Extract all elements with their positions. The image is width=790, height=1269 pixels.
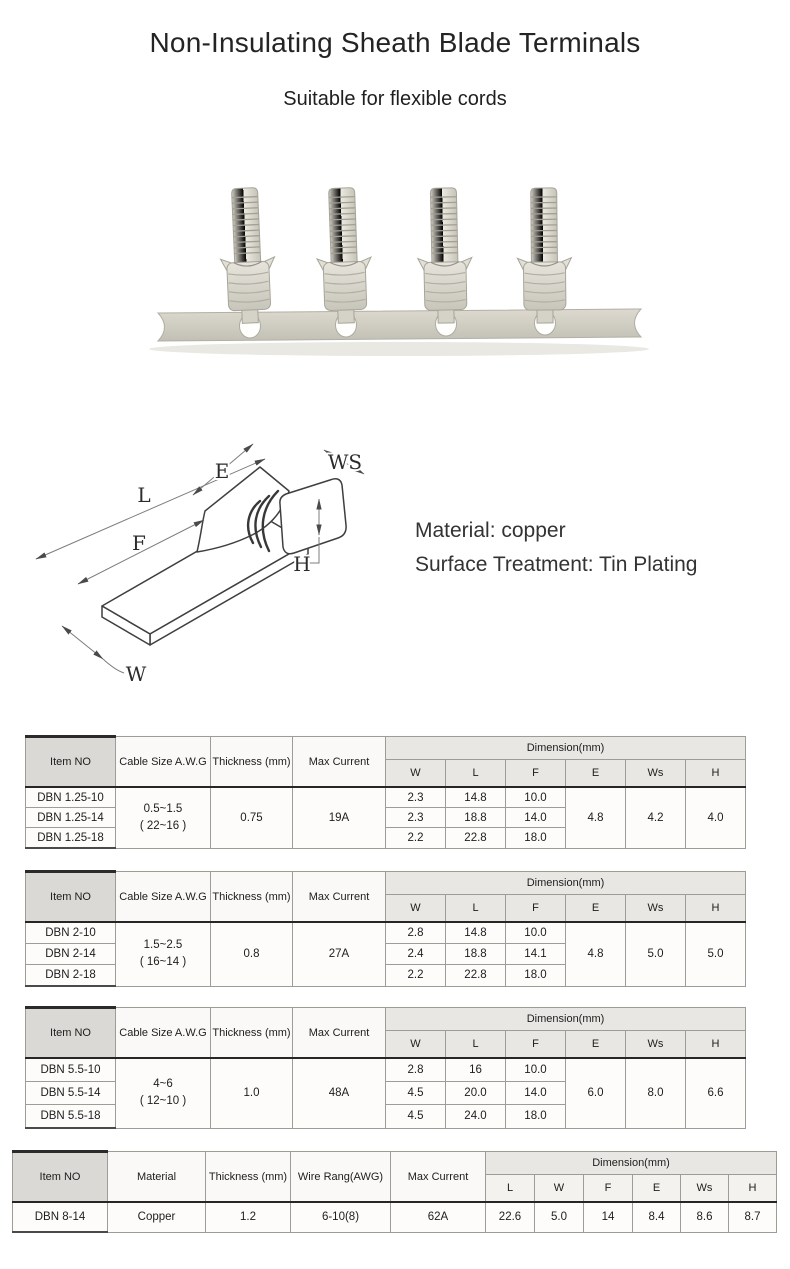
item-no-cell: DBN 2-14 [26, 944, 116, 965]
value-cell: 1.2 [206, 1202, 291, 1232]
dim-l-cell: 20.0 [446, 1082, 506, 1105]
thickness-cell: 0.75 [211, 787, 293, 848]
max-current-cell: 48A [293, 1058, 386, 1128]
column-header: Thickness (mm) [206, 1152, 291, 1203]
dim-f-cell: 10.0 [506, 922, 566, 944]
dim-w-cell: 2.3 [386, 808, 446, 828]
dimension-diagram [8, 423, 408, 693]
dimension-column-header: F [506, 760, 566, 788]
dimension-column-header: W [386, 760, 446, 788]
product-notes [415, 514, 697, 582]
dimension-column-header: W [535, 1175, 584, 1203]
dim-w-cell: 2.4 [386, 944, 446, 965]
dim-f-cell: 14.0 [506, 808, 566, 828]
dim-value-cell: 8.4 [633, 1202, 681, 1232]
dim-value-cell: 14 [584, 1202, 633, 1232]
dimension-column-header: H [729, 1175, 777, 1203]
dim-w-cell: 2.8 [386, 922, 446, 944]
dim-w-cell: 2.8 [386, 1058, 446, 1082]
column-header: Max Current [293, 872, 386, 923]
page-subtitle: Suitable for flexible cords [283, 88, 507, 110]
spec-table-dbn-2 [25, 870, 746, 987]
item-no-header: Item NO [26, 1008, 116, 1059]
dim-l-cell: 14.8 [446, 922, 506, 944]
dim-f-cell: 10.0 [506, 787, 566, 808]
thickness-cell: 1.0 [211, 1058, 293, 1128]
table-row [26, 787, 746, 808]
dim-label-h: H [293, 552, 311, 576]
dim-w-cell: 4.5 [386, 1082, 446, 1105]
column-header: Wire Rang(AWG) [291, 1152, 391, 1203]
dimension-header: Dimension(mm) [386, 1008, 746, 1031]
cable-size-line: 0.5~1.5 [143, 802, 183, 815]
dimension-column-header: E [633, 1175, 681, 1203]
item-no-cell: DBN 5.5-18 [26, 1105, 116, 1129]
cable-size-line: 1.5~2.5 [143, 939, 183, 951]
sheath-flap [280, 479, 346, 554]
column-header: Max Current [391, 1152, 486, 1203]
dimension-column-header: H [686, 1031, 746, 1059]
cable-size-cell [116, 1058, 211, 1128]
column-header: Max Current [293, 1008, 386, 1059]
dim-w-cell: 4.5 [386, 1105, 446, 1129]
column-header: Thickness (mm) [211, 872, 293, 923]
dim-h-cell: 5.0 [686, 922, 746, 986]
item-no-cell: DBN 5.5-10 [26, 1058, 116, 1082]
dimension-column-header: W [386, 1031, 446, 1059]
column-header: Cable Size A.W.G [116, 1008, 211, 1059]
cable-size-line: ( 22~16 ) [139, 819, 187, 832]
leader-W [103, 659, 124, 673]
column-header: Thickness (mm) [211, 1008, 293, 1059]
dim-e-cell: 6.0 [566, 1058, 626, 1128]
dimension-header: Dimension(mm) [386, 737, 746, 760]
dimension-column-header: F [506, 1031, 566, 1059]
dimension-column-header: E [566, 760, 626, 788]
dim-l-cell: 22.8 [446, 965, 506, 987]
dim-ws-cell: 8.0 [626, 1058, 686, 1128]
dim-value-cell: 8.6 [681, 1202, 729, 1232]
dim-label-f: F [132, 531, 146, 555]
item-no-cell: DBN 5.5-14 [26, 1082, 116, 1105]
item-no-cell: DBN 2-10 [26, 922, 116, 944]
dimension-column-header: W [386, 895, 446, 923]
column-header: Cable Size A.W.G [116, 737, 211, 788]
photo-shadow [149, 342, 649, 356]
dim-l-cell: 24.0 [446, 1105, 506, 1129]
dim-f-cell: 14.1 [506, 944, 566, 965]
dimension-column-header: Ws [626, 895, 686, 923]
dim-label-ws: WS [327, 450, 363, 474]
column-header: Thickness (mm) [211, 737, 293, 788]
item-no-cell: DBN 1.25-10 [26, 787, 116, 808]
dim-label-l: L [137, 483, 151, 507]
item-no-cell: DBN 8-14 [13, 1202, 108, 1232]
column-header: Max Current [293, 737, 386, 788]
dim-e-cell: 4.8 [566, 787, 626, 848]
dimension-column-header: F [506, 895, 566, 923]
dimension-column-header: L [486, 1175, 535, 1203]
dim-h-cell: 4.0 [686, 787, 746, 848]
dimension-column-header: H [686, 760, 746, 788]
item-no-header: Item NO [13, 1152, 108, 1203]
dimension-column-header: H [686, 895, 746, 923]
dim-ws-cell: 5.0 [626, 922, 686, 986]
dim-f-cell: 10.0 [506, 1058, 566, 1082]
cable-size-line: ( 16~14 ) [139, 956, 187, 969]
dim-value-cell: 22.6 [486, 1202, 535, 1232]
surface-note: Surface Treatment: Tin Plating [415, 553, 698, 576]
spec-table-dbn-1-25 [25, 735, 746, 849]
dim-f-cell: 18.0 [506, 1105, 566, 1129]
material-note: Material: copper [415, 519, 566, 542]
column-header: Material [108, 1152, 206, 1203]
dimension-column-header: F [584, 1175, 633, 1203]
dim-e-cell: 4.8 [566, 922, 626, 986]
value-cell: 62A [391, 1202, 486, 1232]
dim-line-W [62, 626, 103, 659]
cable-size-line: ( 12~10 ) [139, 1095, 187, 1108]
item-no-header: Item NO [26, 872, 116, 923]
dim-l-cell: 14.8 [446, 787, 506, 808]
dim-label-e: E [214, 459, 230, 483]
max-current-cell: 19A [293, 787, 386, 848]
spec-table-dbn-8 [12, 1150, 777, 1233]
dim-f-cell: 14.0 [506, 1082, 566, 1105]
item-no-header: Item NO [26, 737, 116, 788]
dim-h-cell: 6.6 [686, 1058, 746, 1128]
cable-size-line: 4~6 [153, 1078, 173, 1090]
item-no-cell: DBN 1.25-18 [26, 828, 116, 849]
dim-l-cell: 18.8 [446, 944, 506, 965]
dim-f-cell: 18.0 [506, 965, 566, 987]
dimension-column-header: L [446, 760, 506, 788]
dim-f-cell: 18.0 [506, 828, 566, 849]
dimension-column-header: E [566, 1031, 626, 1059]
dimension-column-header: L [446, 1031, 506, 1059]
table-row [26, 922, 746, 944]
value-cell: Copper [108, 1202, 206, 1232]
dim-value-cell: 8.7 [729, 1202, 777, 1232]
dim-w-cell: 2.2 [386, 828, 446, 849]
dim-l-cell: 22.8 [446, 828, 506, 849]
carrier-strip [158, 309, 641, 341]
cable-size-cell [116, 787, 211, 848]
dim-l-cell: 16 [446, 1058, 506, 1082]
max-current-cell: 27A [293, 922, 386, 986]
item-no-cell: DBN 2-18 [26, 965, 116, 987]
dimension-header: Dimension(mm) [386, 872, 746, 895]
dimension-column-header: E [566, 895, 626, 923]
dim-ws-cell: 4.2 [626, 787, 686, 848]
dim-label-w: W [125, 662, 147, 686]
product-photo [115, 165, 675, 400]
dimension-column-header: Ws [681, 1175, 729, 1203]
column-header: Cable Size A.W.G [116, 872, 211, 923]
dim-value-cell: 5.0 [535, 1202, 584, 1232]
value-cell: 6-10(8) [291, 1202, 391, 1232]
table-row [26, 1058, 746, 1082]
dimension-column-header: Ws [626, 1031, 686, 1059]
spec-table-dbn-5-5 [25, 1006, 746, 1129]
dimension-column-header: L [446, 895, 506, 923]
dim-l-cell: 18.8 [446, 808, 506, 828]
dim-w-cell: 2.3 [386, 787, 446, 808]
item-no-cell: DBN 1.25-14 [26, 808, 116, 828]
thickness-cell: 0.8 [211, 922, 293, 986]
dimension-header: Dimension(mm) [486, 1152, 777, 1175]
cable-size-cell [116, 922, 211, 986]
page-title: Non-Insulating Sheath Blade Terminals [149, 27, 641, 58]
table-row [13, 1202, 777, 1232]
dim-w-cell: 2.2 [386, 965, 446, 987]
dimension-column-header: Ws [626, 760, 686, 788]
